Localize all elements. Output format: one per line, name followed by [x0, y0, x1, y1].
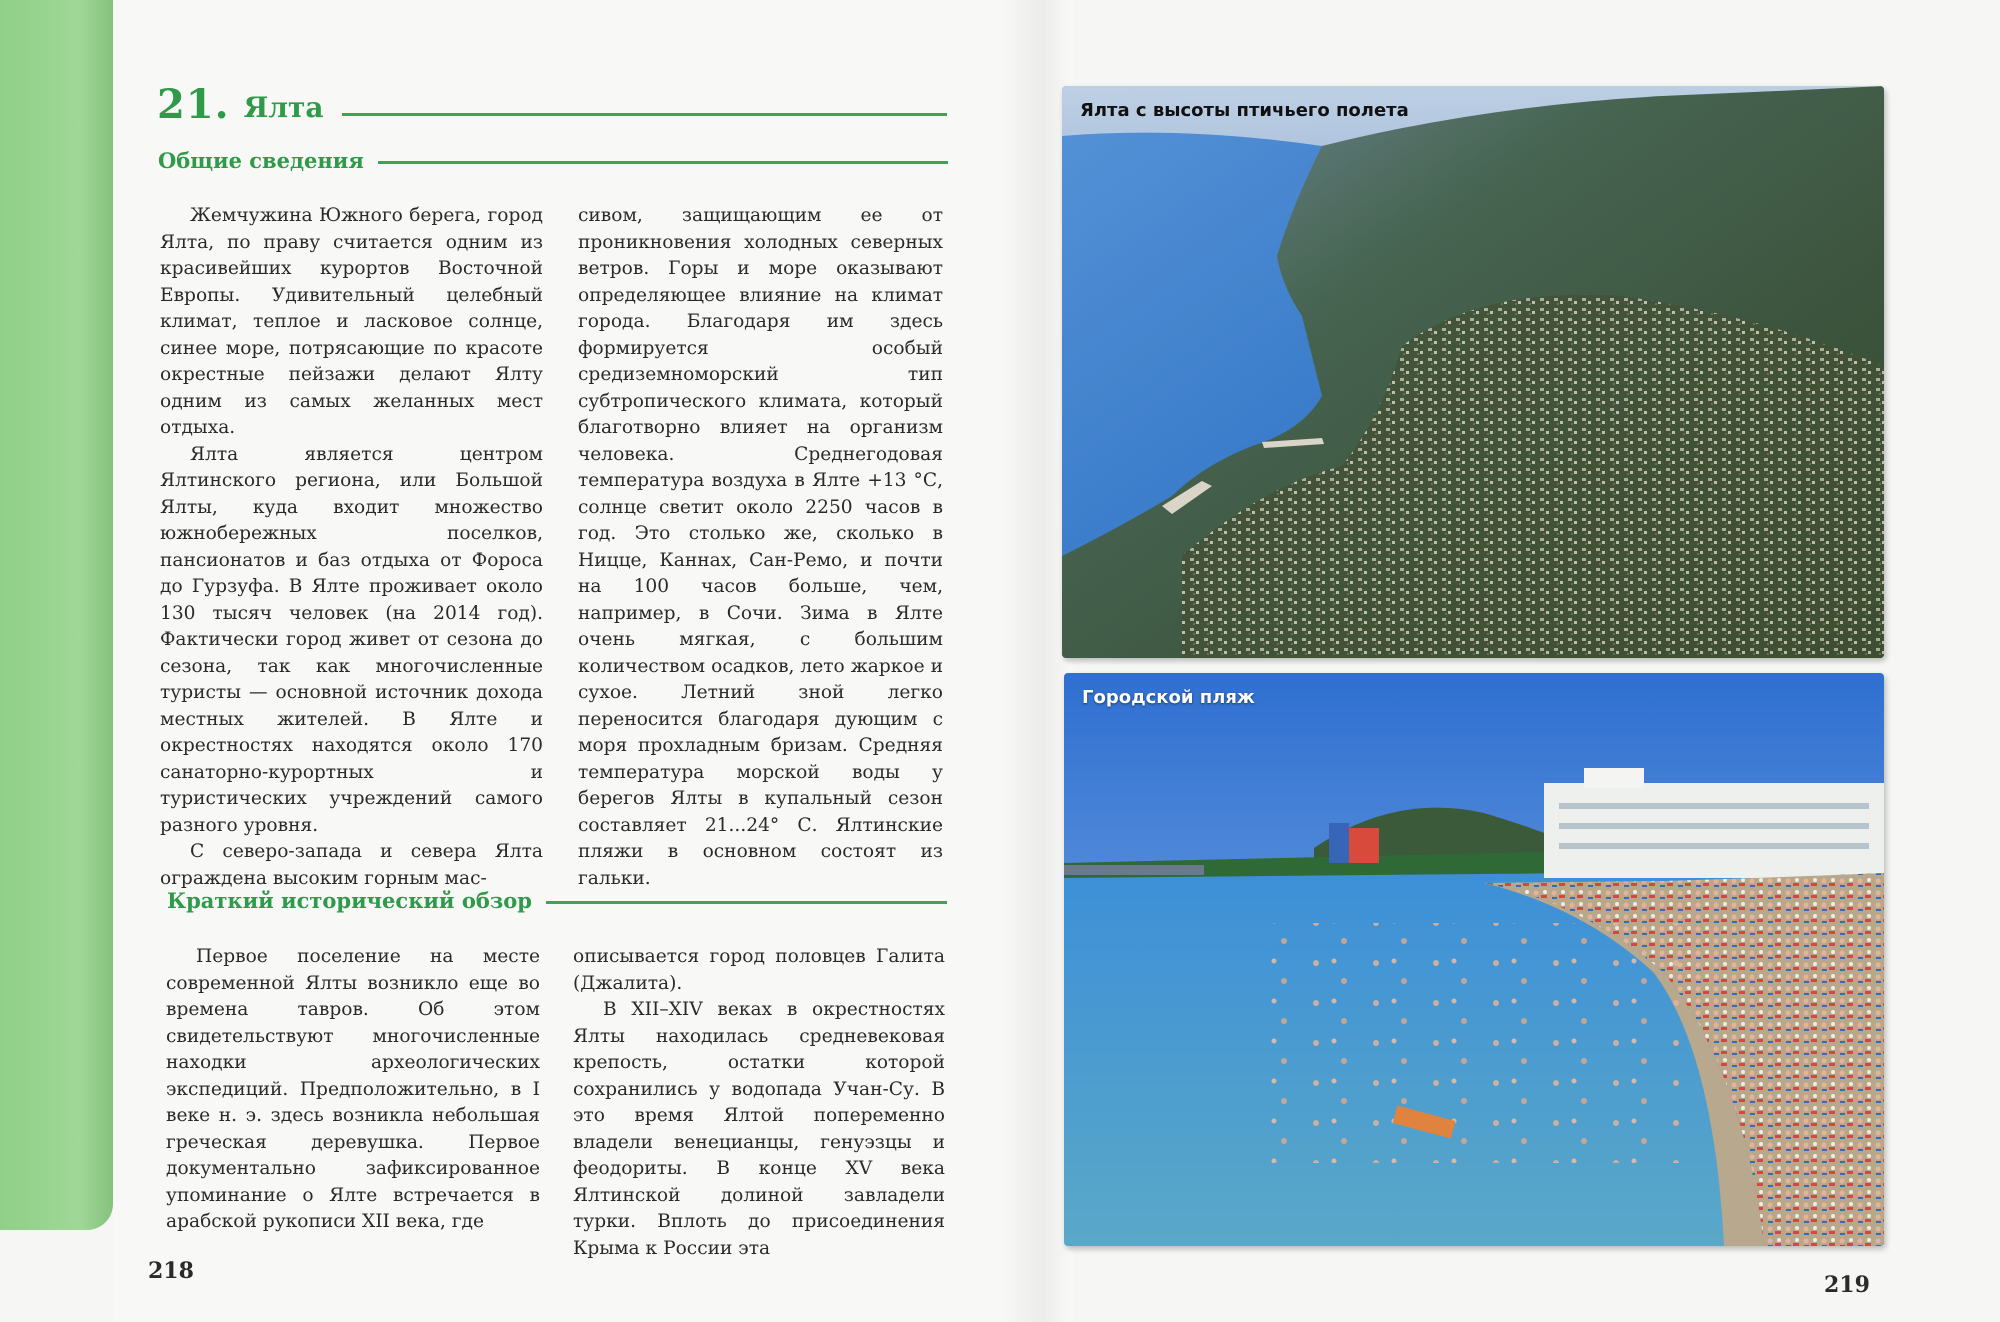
aerial-photo-caption: Ялта с высоты птичьего полета — [1080, 100, 1409, 121]
section-heading-general — [158, 148, 948, 173]
book-spine-shadow — [1000, 0, 1070, 1322]
aerial-photo-image — [1062, 86, 1884, 658]
beach-photo-caption: Городской пляж — [1082, 687, 1255, 708]
paragraph: Ялта является центром Ялтинского региона, или Большой Ялты, куда входит множество южнобережных поселков, пансионатов и баз отдыха от Фороса до Гурзуфа. В Ялте проживает около 130 тысяч человек (на 2014 год). Фактически город живет от сезона до сезона, так как многочисленные туристы — основной источник дохода местных жителей. В Ялте и окрестностях находятся около 170 санаторно-курортных и туристических учреждений самого разного уровня. — [160, 443, 543, 836]
page-number-left: 218 — [148, 1258, 194, 1284]
chapter-number: 21. — [157, 81, 230, 128]
history-column-1 — [166, 944, 540, 1236]
photo-aerial-yalta — [1062, 86, 1884, 658]
paragraph: описывается город половцев Галита (Джалита). — [573, 946, 945, 994]
section-rule — [546, 901, 947, 904]
section-title: Краткий исторический обзор — [167, 888, 532, 913]
beach-photo-image — [1064, 673, 1884, 1246]
section-title: Общие сведения — [158, 148, 364, 173]
chapter-heading — [157, 78, 947, 128]
page-number-right: 219 — [1824, 1272, 1870, 1298]
paragraph: сивом, защищающим ее от проникновения холодных северных ветров. Горы и море оказывают определяющее влияние на климат города. Благодаря им здесь формируется особый средиземноморский тип субтропического климата, который благотворно влияет на организм человека. Среднегодовая температура воздуха в Ялте +13 °С, солнце светит около 2250 часов в год. Это столько же, сколько в Ницце, Каннах, Сан-Ремо, и почти на 100 часов больше, чем, например, в Сочи. Зима в Ялте очень мягкая, с большим количеством осадков, лето жаркое и сухое. Летний зной легко переносится благодаря дующим с моря прохладным бризам. Средняя температура морской воды у берегов Ялты в купальный сезон составляет 21...24° С. Ялтинские пляжи в основном состоят из гальки. — [578, 205, 943, 889]
general-column-2 — [578, 203, 943, 892]
section-rule — [378, 161, 948, 164]
general-column-1 — [160, 203, 543, 892]
paragraph: В XII–XIV веках в окрестностях Ялты находилась средневековая крепость, остатки которой сохранились у водопада Учан-Су. В это время Ялтой попеременно владели венецианцы, генуэзцы и феодориты. В конце XV века Ялтинской долиной завладели турки. Вплоть до присоединения Крыма к России эта — [573, 999, 945, 1259]
chapter-color-tab — [0, 0, 113, 1230]
chapter-title: Ялта — [243, 91, 324, 124]
paragraph: Первое поселение на месте современной Ялты возникло еще во времена тавров. Об этом свидетельствуют многочисленные находки археологических экспедиций. Предположительно, в I веке н. э. здесь возникла небольшая греческая деревушка. Первое документально зафиксированное упоминание о Ялте встречается в арабской рукописи XII века, где — [166, 946, 540, 1232]
section-heading-history — [167, 888, 947, 913]
photo-city-beach — [1064, 673, 1884, 1246]
paragraph: Жемчужина Южного берега, город Ялта, по праву считается одним из красивейших курортов Восточной Европы. Удивительный целебный климат, теплое и ласковое солнце, синее море, потрясающие по красоте окрестные пейзажи делают Ялту одним из самых желанных мест отдыха. — [160, 205, 543, 438]
paragraph: С северо-запада и севера Ялта ограждена высоким горным мас- — [160, 841, 543, 889]
history-column-2 — [573, 944, 945, 1262]
chapter-rule — [342, 113, 947, 116]
